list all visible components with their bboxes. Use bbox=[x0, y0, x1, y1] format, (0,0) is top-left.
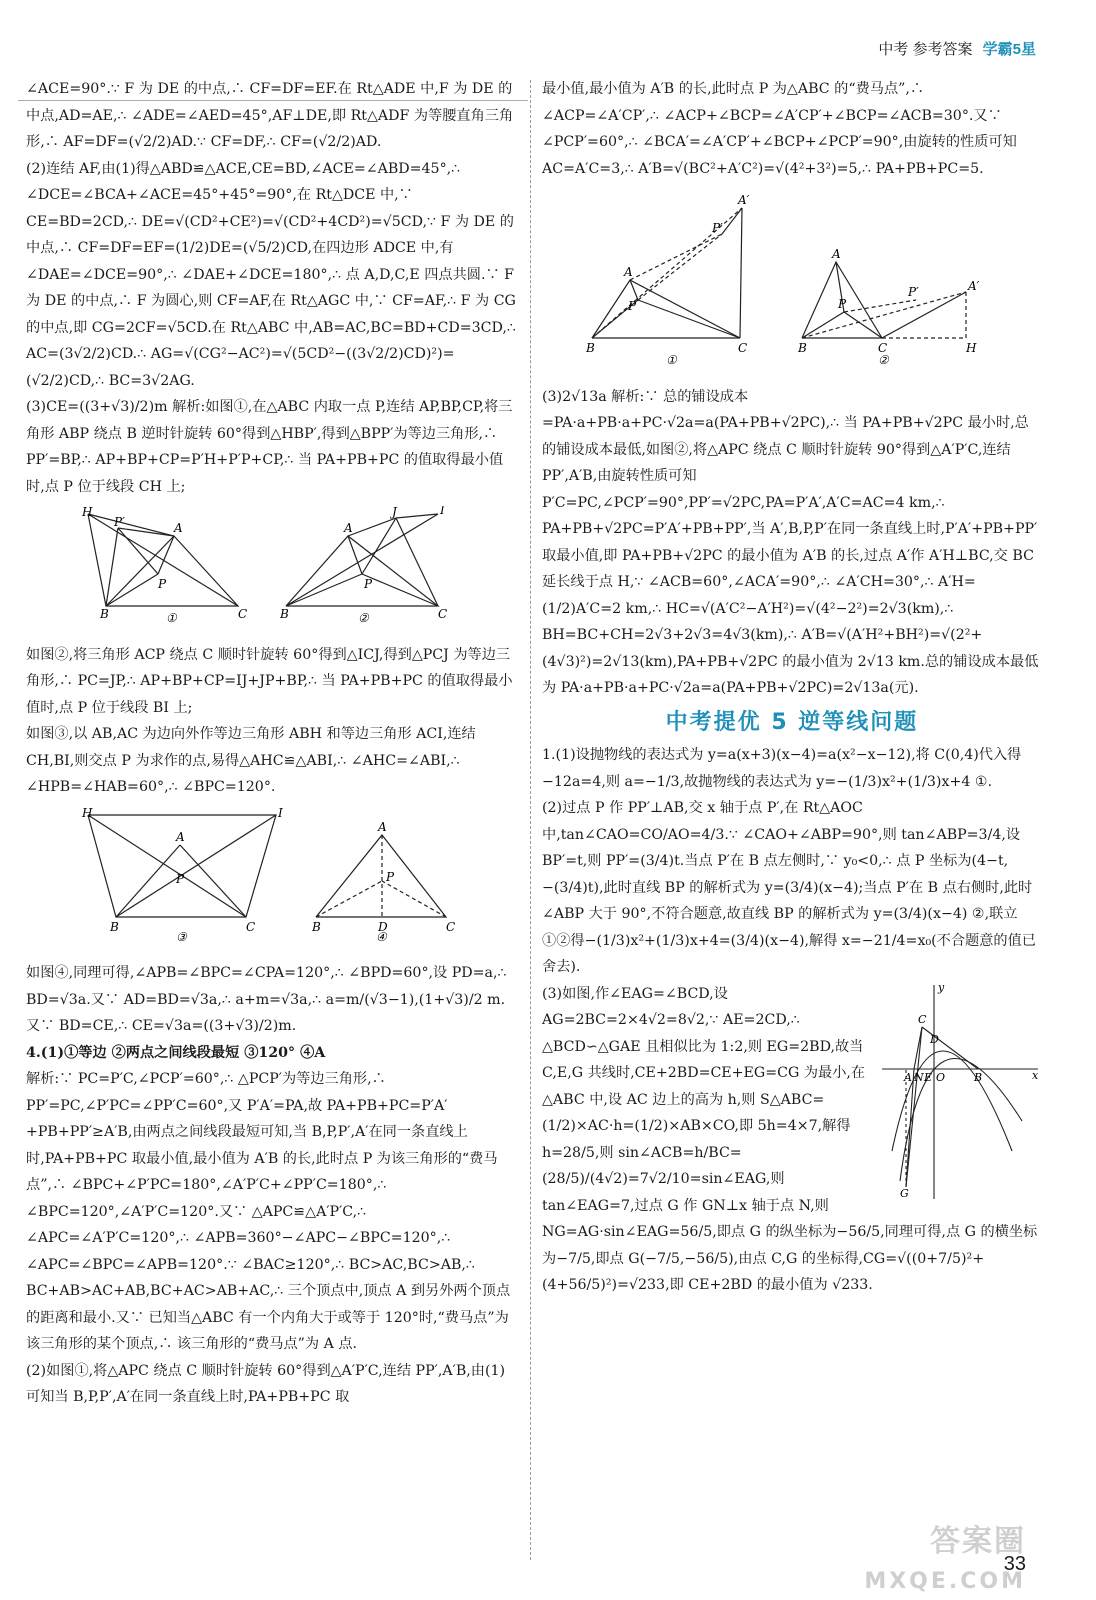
svg-text:B: B bbox=[280, 607, 289, 621]
right-para-2: (3)2√13a 解析:∵ 总的铺设成本=PA·a+PB·a+PC·√2a=a(PA+PB+√2PC),∴ 当 PA+PB+√2PC 最小时,总的铺设成本最低,如图②,将△APC 绕点 C 顺时针旋转 90°得到△A′P′C,连结 PP′,A′B,由旋转性质可知 P′C=PC,∠PCP′=90°,PP′=√2PC,PA=P′A′,A′C=AC=4 km,∴ PA+PB+√2PC=P′A′+PB+PP′,当 A′,B,P,P′在同一条直线上时,P′A′+PB+PP′取最小值,即 PA+PB+√2PC 的最小值为 A′B 的长,过点 A′作 A′H⊥BC,交 BC 延长线于点 H,∵ ∠ACB=60°,∠ACA′=90°,∴ ∠A′CH=30°,∴ A′H=(1/2)A′C=2 km,∴ HC=√(A′C²−A′H²)=√(4²−2²)=2√3(km),∴ BH=BC+CH=2√3+2√3=4√3(km),∴ A′B=√(A′H²+BH²)=√(2²+(4√3)²)=2√13(km),PA+PB+√2PC 的最小值为 2√13 km.总的铺设成本最低为 PA·a+PB·a+PC·√2a=a(PA+PB+√2PC)=2√13a(元). bbox=[542, 388, 1039, 696]
svg-text:P: P bbox=[364, 577, 373, 591]
svg-text:N: N bbox=[914, 1070, 924, 1084]
svg-text:C: C bbox=[438, 607, 448, 621]
page-header bbox=[878, 38, 1036, 59]
svg-text:G: G bbox=[900, 1186, 909, 1200]
section-title: 中考提优 5 逆等线问题 bbox=[665, 709, 919, 735]
svg-text:A: A bbox=[832, 247, 841, 261]
svg-text:C: C bbox=[446, 919, 456, 934]
svg-text:A: A bbox=[174, 521, 183, 535]
svg-text:B: B bbox=[586, 341, 595, 355]
svg-text:P: P bbox=[386, 869, 395, 884]
svg-text:P′: P′ bbox=[712, 221, 723, 235]
svg-text:C: C bbox=[246, 919, 256, 934]
svg-text:D: D bbox=[930, 1032, 939, 1046]
svg-text:P: P bbox=[176, 871, 185, 886]
right-para-5: (3)如图,作∠EAG=∠BCD,设 AG=2BC=2×4√2=8√2,∵ AE=2CD,∴ △BCD∽△GAE 且相似比为 1:2,则 EG=2BD,故当 C,E,G 共线时,CE+2BD=CE+EG=CG 为最小,在△ABC 中,设 AC 边上的高为 h,则 S△ABC=(1/2)×AC·h=(1/2)×AB×CO,即 5h=4×7,解得 h=28/5,则 sin∠ACB=h/BC=(28/5)/(4√2)=7√2/10=sin∠EAG,则 tan∠EAG=7,过点 G 作 GN⊥x 轴于点 N,则 NG=AG·sin∠EAG=56/5,即点 G 的纵坐标为−56/5,同理可得,点 G 的横坐标为−7/5,即点 G(−7/5,−56/5),由点 C,G 的坐标得,CG=√((0+7/5)²+(4+56/5)²)=√233,即 CE+2BD 的最小值为 √233. bbox=[542, 985, 1038, 1293]
right-column bbox=[542, 76, 1042, 1299]
svg-text:E: E bbox=[924, 1070, 933, 1084]
svg-text:C: C bbox=[238, 607, 248, 621]
right-fig2-label: ② bbox=[878, 353, 889, 366]
figures-3-4 bbox=[26, 807, 496, 943]
svg-text:C: C bbox=[878, 341, 888, 355]
left-column bbox=[26, 76, 516, 1411]
right-fig1-label: ① bbox=[666, 353, 677, 366]
left-para-6: 如图④,同理可得,∠APB=∠BPC=∠CPA=120°,∴ ∠BPD=60°,设 PD=a,∴ BD=√3a.又∵ AD=BD=√3a,∴ a+m=√3a,∴ a=m/(√3−1),(1+√3)/2 m.又∵ BD=CE,∴ CE=√3a=((3+√3)/2)m. bbox=[26, 965, 507, 1034]
left-para-5: 如图③,以 AB,AC 为边向外作等边三角形 ABH 和等边三角形 ACI,连结 CH,BI,则交点 P 为求作的点,易得△AHC≌△ABI,∴ ∠AHC=∠ABI,∴ ∠HPB=∠HAB=60°,∴ ∠BPC=120°. bbox=[26, 726, 476, 795]
right-para-3: 1.(1)设抛物线的表达式为 y=a(x+3)(x−4)=a(x²−x−12),将 C(0,4)代入得−12a=4,则 a=−1/3,故抛物线的表达式为 y=−(1/3)x²+(1/3)x+4 ①. bbox=[542, 747, 1022, 790]
column-divider bbox=[530, 80, 531, 1560]
svg-text:I: I bbox=[440, 506, 445, 517]
left-para-1: ∠ACE=90°.∵ F 为 DE 的中点,∴ CF=DF=EF.在 Rt△ADE 中,F 为 DE 的中点,AD=AE,∴ ∠ADE=∠AED=45°,AF⊥DE,即 Rt△ADF 为等腰直角三角形,∴ AF=DF=(√2/2)AD.∵ CF=DF,∴ CF=(√2/2)AD. bbox=[26, 81, 514, 150]
fig2-label: ② bbox=[358, 611, 369, 624]
svg-text:P′: P′ bbox=[908, 285, 919, 299]
svg-text:A: A bbox=[344, 521, 353, 535]
svg-text:O: O bbox=[936, 1070, 946, 1084]
svg-text:D: D bbox=[378, 919, 388, 934]
svg-text:y: y bbox=[938, 980, 945, 994]
svg-text:A: A bbox=[904, 1070, 912, 1084]
svg-text:B: B bbox=[798, 341, 807, 355]
page-number: 33 bbox=[1003, 1553, 1026, 1575]
parabola-figure bbox=[882, 981, 1042, 1201]
brand-logo: 学霸5星 bbox=[982, 41, 1036, 58]
right-para-4: (2)过点 P 作 PP′⊥AB,交 x 轴于点 P′,在 Rt△AOC 中,tan∠CAO=CO/AO=4/3.∵ ∠CAO+∠ABP=90°,则 tan∠ABP=3/4,设 BP′=t,则 PP′=(3/4)t.当点 P′在 B 点左侧时,∵ y₀<0,∴ 点 P 坐标为(4−t,−(3/4)t),此时直线 BP 的解析式为 y=(3/4)(x−4);当点 P′在 B 点右侧时,此时∠ABP 大于 90°,不符合题意,故直线 BP 的解析式为 y=(3/4)(x−4) ②,联立①②得−(1/3)x²+(1/3)x+4=(3/4)(x−4),解得 x=−21/4=x₀(不合题意的值已舍去). bbox=[542, 800, 1036, 975]
svg-text:A: A bbox=[176, 829, 185, 844]
svg-text:P: P bbox=[838, 297, 847, 311]
svg-text:H: H bbox=[966, 341, 977, 355]
svg-text:J: J bbox=[392, 506, 397, 519]
right-para-1: 最小值,最小值为 A′B 的长,此时点 P 为△ABC 的“费马点”,∴ ∠ACP=∠A′CP′,∴ ∠ACP+∠BCP=∠A′CP′+∠BCP=∠ACB=30°.又∵ ∠PCP′=60°,∴ ∠BCA′=∠A′CP′+∠BCP+∠PCP′=90°,由旋转的性质可知 AC=A′C=3,∴ A′B=√(BC²+A′C²)=√(4²+3²)=5,∴ PA+PB+PC=5. bbox=[542, 81, 1017, 177]
svg-text:A′: A′ bbox=[738, 193, 750, 207]
svg-text:A: A bbox=[624, 265, 633, 279]
svg-text:B: B bbox=[974, 1070, 983, 1084]
svg-text:x: x bbox=[1032, 1068, 1039, 1082]
svg-text:H: H bbox=[82, 506, 93, 519]
watermark-bottom: MXQE.COM bbox=[864, 1569, 1026, 1594]
left-para-2: (2)连结 AF,由(1)得△ABD≌△ACE,CE=BD,∠ACE=∠ABD=45°,∴ ∠DCE=∠BCA+∠ACE=45°+45°=90°,在 Rt△DCE 中,∵ CE=BD=2CD,∴ DE=√(CD²+CE²)=√(CD²+4CD²)=√5CD,∵ F 为 DE 的中点,∴ CF=DF=EF=(1/2)DE=(√5/2)CD,在四边形 ADCE 中,有∠DAE=∠DCE=90°,∴ ∠DAE+∠DCE=180°,∴ 点 A,D,C,E 四点共圆.∵ F 为 DE 的中点,∴ F 为圆心,则 CF=AF,在 Rt△AGC 中,∵ CF=AF,∴ F 为 CG 的中点,即 CG=2CF=√5CD.在 Rt△ABC 中,AB=AC,BC=BD+CD=3CD,∴ AC=(3√2/2)CD.∴ AG=√(CG²−AC²)=√(5CD²−((3√2/2)CD)²)=(√2/2)CD,∴ BC=3√2AG. bbox=[26, 160, 516, 389]
svg-text:A: A bbox=[378, 819, 387, 834]
svg-text:P′: P′ bbox=[114, 515, 125, 529]
fig4-label: ④ bbox=[376, 929, 387, 943]
svg-text:B: B bbox=[110, 919, 119, 934]
svg-text:B: B bbox=[312, 919, 321, 934]
watermark-top: 答案圈 bbox=[930, 1524, 1026, 1559]
header-text: 中考 参考答案 bbox=[878, 41, 973, 58]
svg-text:I: I bbox=[278, 806, 283, 820]
figures-1-2 bbox=[26, 506, 496, 624]
left-q4-heading: 4.(1)①等边 ②两点之间线段最短 ③120° ④A bbox=[26, 1044, 326, 1061]
left-para-4: 如图②,将三角形 ACP 绕点 C 顺时针旋转 60°得到△ICJ,得到△PCJ 为等边三角形,∴ PC=JP,∴ AP+BP+CP=IJ+JP+BP,∴ 当 PA+PB+PC 的值取得最小值时,点 P 位于线段 BI 上; bbox=[26, 646, 513, 716]
svg-text:B: B bbox=[100, 607, 109, 621]
fig1-label: ① bbox=[166, 611, 177, 624]
svg-text:P: P bbox=[158, 577, 167, 591]
fig3-label: ③ bbox=[176, 929, 187, 943]
svg-text:C: C bbox=[918, 1012, 927, 1026]
figures-right-1-2 bbox=[542, 188, 1032, 366]
left-para-8: (2)如图①,将△APC 绕点 C 顺时针旋转 60°得到△A′P′C,连结 PP′,A′B,由(1)可知当 B,P,P′,A′在同一条直线上时,PA+PB+PC 取 bbox=[26, 1362, 506, 1405]
left-para-3: (3)CE=((3+√3)/2)m 解析:如图①,在△ABC 内取一点 P,连结 AP,BP,CP,将三角形 ABP 绕点 B 逆时针旋转 60°得到△HBP′,得到△BPP′为等边三角形,∴ PP′=BP,∴ AP+BP+CP=P′H+P′P+CP,∴ 当 PA+PB+PC 的值取得最小值时,点 P 位于线段 CH 上; bbox=[26, 399, 513, 495]
left-para-7: 解析:∵ PC=P′C,∠PCP′=60°,∴ △PCP′为等边三角形,∴ PP′=PC,∠P′PC=∠PP′C=60°,又 P′A′=PA,故 PA+PB+PC=P′A′+PB+PP′≥A′B,由两点之间线段最短可知,当 B,P,P′,A′在同一条直线上时,PA+PB+PC 取最小值,最小值为 A′B 的长,此时点 P 为该三角形的“费马点”,∴ ∠BPC+∠P′PC=180°,∠A′P′C+∠PP′C=180°,∴ ∠BPC=120°,∠A′P′C=120°.又∵ △APC≌△A′P′C,∴ ∠APC=∠A′P′C=120°,∴ ∠APB=360°−∠APC−∠BPC=120°,∴ ∠APC=∠BPC=∠APB=120°.∵ ∠BAC≥120°,∴ BC>AC,BC>AB,∴ BC+AB>AC+AB,BC+AC>AB+AC,∴ 三个顶点中,顶点 A 到另外两个顶点的距离和最小.又∵ 已知当△ABC 有一个内角大于或等于 120°时,“费马点”为该三角形的某个顶点,∴ 该三角形的“费马点”为 A 点. bbox=[26, 1071, 511, 1352]
svg-text:A′: A′ bbox=[968, 279, 980, 293]
svg-text:P: P bbox=[628, 299, 637, 313]
svg-text:C: C bbox=[738, 341, 748, 355]
svg-text:H: H bbox=[82, 806, 93, 820]
